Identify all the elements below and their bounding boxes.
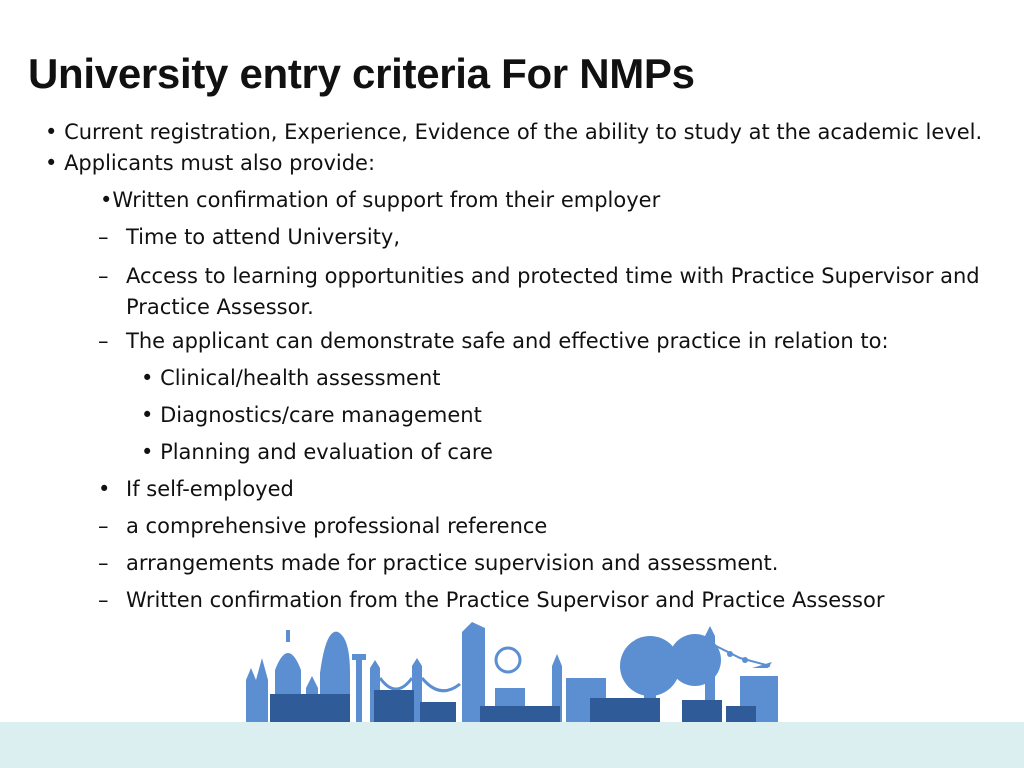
dash-marker: – [98,551,109,575]
dash-marker: – [98,264,109,288]
dash-item-text: The applicant can demonstrate safe and effective practice in relation to: [126,329,889,353]
dash-item-text: Written confirmation from the Practice Supervisor and Practice Assessor [126,588,885,612]
practice-area-text: Planning and evaluation of care [160,440,493,464]
dash-marker: – [98,588,109,612]
bullet-item [45,119,982,145]
dash-item [98,550,779,576]
slide-title: University entry criteria For NMPs [28,50,695,97]
dash-item-text: Time to attend University, [126,225,401,249]
bullet-text: Applicants must also provide: [64,151,376,175]
practice-area-item [141,439,493,465]
dash-item [98,224,401,250]
written-confirmation-text: Written confirmation of support from their employer [112,188,661,212]
dash-marker: – [98,329,109,353]
dash-item-text: Access to learning opportunities and protected time with Practice Supervisor and Practice Assessor. [126,264,980,319]
bullet-marker: • [45,120,65,144]
city-skyline-illustration [0,618,1024,768]
dash-item-text: a comprehensive professional reference [126,514,548,538]
dash-marker: – [98,225,109,249]
bullet-marker: • [45,151,65,175]
bullet-marker: • [100,188,113,212]
sub-bullet-item [100,187,660,213]
self-employed-text: If self-employed [126,477,294,501]
bullet-marker: • [141,403,161,427]
bullet-text: Current registration, Experience, Evidence of the ability to study at the academic level. [64,120,983,144]
dash-item [98,328,889,354]
ground-strip [0,722,1024,768]
self-employed-item [98,476,294,502]
dash-item [98,261,996,323]
practice-area-text: Diagnostics/care management [160,403,482,427]
bullet-marker: • [141,366,161,390]
dash-marker: – [98,514,109,538]
bullet-marker: • [141,440,161,464]
bullet-item [45,150,375,176]
dash-item [98,513,548,539]
practice-area-item [141,365,441,391]
dash-item [98,587,885,613]
bullet-marker: • [98,477,111,501]
dash-item-text: arrangements made for practice supervision and assessment. [126,551,779,575]
practice-area-item [141,402,482,428]
practice-area-text: Clinical/health assessment [160,366,441,390]
